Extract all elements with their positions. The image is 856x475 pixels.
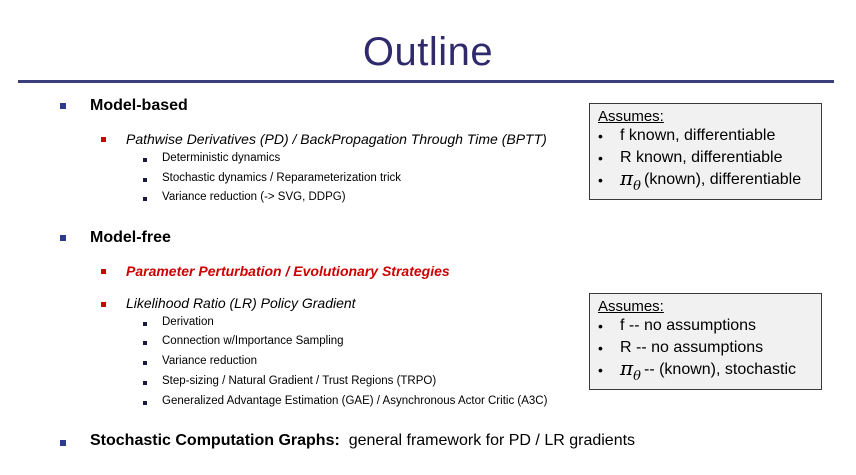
level3-bullet [143,361,147,365]
lr-item: Likelihood Ratio (LR) Policy Gradient [126,295,356,311]
level2-bullet [101,137,106,142]
mf-item-gae: Generalized Advantage Estimation (GAE) / Asynchronous Actor Critic (A3C) [162,395,548,407]
scg-item [90,432,635,450]
mf-item-variance: Variance reduction [162,355,258,367]
assumes-text: (known), differentiable [643,171,802,188]
assumes-text: R -- no assumptions [620,339,764,356]
mf-item-importance: Connection w/Importance Sampling [162,335,344,347]
level3-bullet [143,158,147,162]
mb-item-deterministic: Deterministic dynamics [162,152,281,164]
assumes-heading: Assumes: [598,108,664,125]
assumes-text: R known, differentiable [620,149,783,166]
bullet-icon: • [598,128,603,144]
assumes-item [598,315,813,337]
mb-item-variance: Variance reduction (-> SVG, DDPG) [162,191,346,203]
level3-bullet [143,381,147,385]
bullet-icon: • [598,172,603,188]
scg-label: Stochastic Computation Graphs: [90,432,340,449]
title-rule [18,80,834,83]
level1-bullet [60,440,66,446]
level2-bullet [101,269,106,274]
model-free-heading: Model-free [90,229,171,246]
scg-text: general framework for PD / LR gradients [348,432,636,449]
level2-bullet [101,302,106,307]
level1-bullet [60,235,66,241]
assumes-text: f known, differentiable [620,127,776,144]
level1-bullet [60,103,66,109]
assumes-box-model-based [589,103,822,200]
pi-theta-symbol: $\pi_\theta$ [620,166,641,194]
assumes-item [598,166,813,194]
bullet-icon: • [598,150,603,166]
assumes-text: f -- no assumptions [620,317,757,334]
level3-bullet [143,322,147,326]
assumes-text: -- (known), stochastic [643,361,797,378]
slide-title: Outline [362,30,494,74]
bullet-icon: • [598,340,603,356]
assumes-item [598,356,813,384]
level3-bullet [143,401,147,405]
mb-item-stochastic: Stochastic dynamics / Reparameterization trick [162,172,402,184]
level3-bullet [143,178,147,182]
assumes-box-model-free [589,293,822,390]
bullet-icon: • [598,318,603,334]
pd-item: Pathwise Derivatives (PD) / BackPropagation Through Time (BPTT) [126,131,547,147]
pp-es-item: Parameter Perturbation / Evolutionary Strategies [126,263,450,279]
assumes-heading: Assumes: [598,298,664,315]
pi-theta-symbol: $\pi_\theta$ [620,356,641,384]
assumes-item [598,125,813,147]
mf-item-derivation: Derivation [162,316,214,328]
level3-bullet [143,197,147,201]
bullet-icon: • [598,362,603,378]
level3-bullet [143,341,147,345]
mf-item-stepsizing: Step-sizing / Natural Gradient / Trust Regions (TRPO) [162,375,437,387]
model-based-heading: Model-based [90,97,188,114]
